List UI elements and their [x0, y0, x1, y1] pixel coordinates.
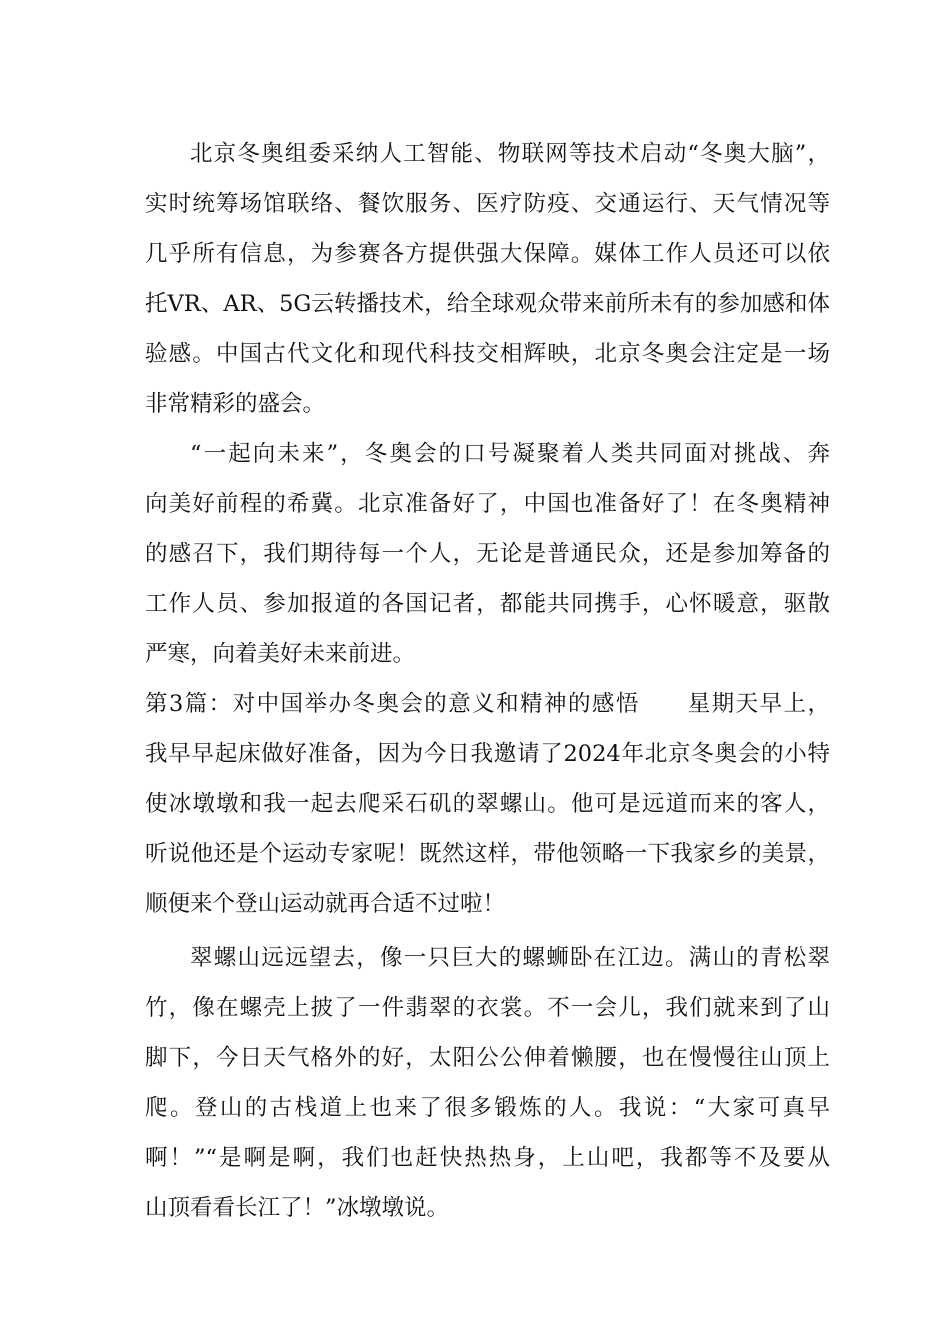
text-line: 使冰墩墩和我一起去爬采石矶的翠螺山。他可是远道而来的客人， — [145, 791, 830, 817]
text-line: 实时统筹场馆联络、餐饮服务、医疗防疫、交通运行、天气情况等 — [145, 191, 830, 217]
text-line: 顺便来个登山运动就再合适不过啦！ — [145, 891, 506, 917]
text-line: 脚下，今日天气格外的好，太阳公公伸着懒腰，也在慢慢往山顶上 — [145, 1045, 830, 1071]
text-line: 几乎所有信息，为参赛各方提供强大保障。媒体工作人员还可以依 — [145, 241, 830, 267]
text-line: 工作人员、参加报道的各国记者，都能共同携手，心怀暖意，驱散 — [145, 591, 830, 617]
paragraph-article-3-intro — [145, 679, 830, 929]
text-line: 竹，像在螺壳上披了一件翡翠的衣裳。不一会儿，我们就来到了山 — [145, 995, 830, 1021]
text-line: 验感。中国古代文化和现代科技交相辉映，北京冬奥会注定是一场 — [145, 341, 830, 367]
text-line: 翠螺山远远望去，像一只巨大的螺蛳卧在江边。满山的青松翠 — [190, 945, 830, 971]
document-body — [145, 129, 830, 1233]
text-line: 爬。登山的古栈道上也来了很多锻炼的人。我说：“大家可真早 — [145, 1095, 830, 1121]
text-line: 严寒，向着美好未来前进。 — [145, 641, 416, 667]
paragraph-olympic-brain — [145, 129, 830, 429]
text-line: 我早早起床做好准备，因为今日我邀请了2024年北京冬奥会的小特 — [145, 741, 830, 767]
text-line: 山顶看看长江了！”冰墩墩说。 — [145, 1195, 450, 1221]
paragraph-together-future — [145, 429, 830, 679]
text-line: 北京冬奥组委采纳人工智能、物联网等技术启动“冬奥大脑”， — [190, 141, 830, 167]
text-line: 非常精彩的盛会。 — [145, 391, 326, 417]
text-line: 托VR、AR、5G云转播技术，给全球观众带来前所未有的参加感和体 — [145, 291, 830, 317]
text-line: 听说他还是个运动专家呢！既然这样，带他领略一下我家乡的美景， — [145, 841, 830, 867]
text-line: 的感召下，我们期待每一个人，无论是普通民众，还是参加筹备的 — [145, 541, 830, 567]
section-heading-line: 第3篇：对中国举办冬奥会的意义和精神的感悟 星期天早上， — [145, 691, 830, 717]
paragraph-cuiluo-mountain — [145, 933, 830, 1233]
text-line: 向美好前程的希冀。北京准备好了，中国也准备好了！在冬奥精神 — [145, 491, 830, 517]
text-line: “一起向未来”，冬奥会的口号凝聚着人类共同面对挑战、奔 — [190, 441, 830, 467]
text-line: 啊！”“是啊是啊，我们也赶快热热身，上山吧，我都等不及要从 — [145, 1145, 830, 1171]
